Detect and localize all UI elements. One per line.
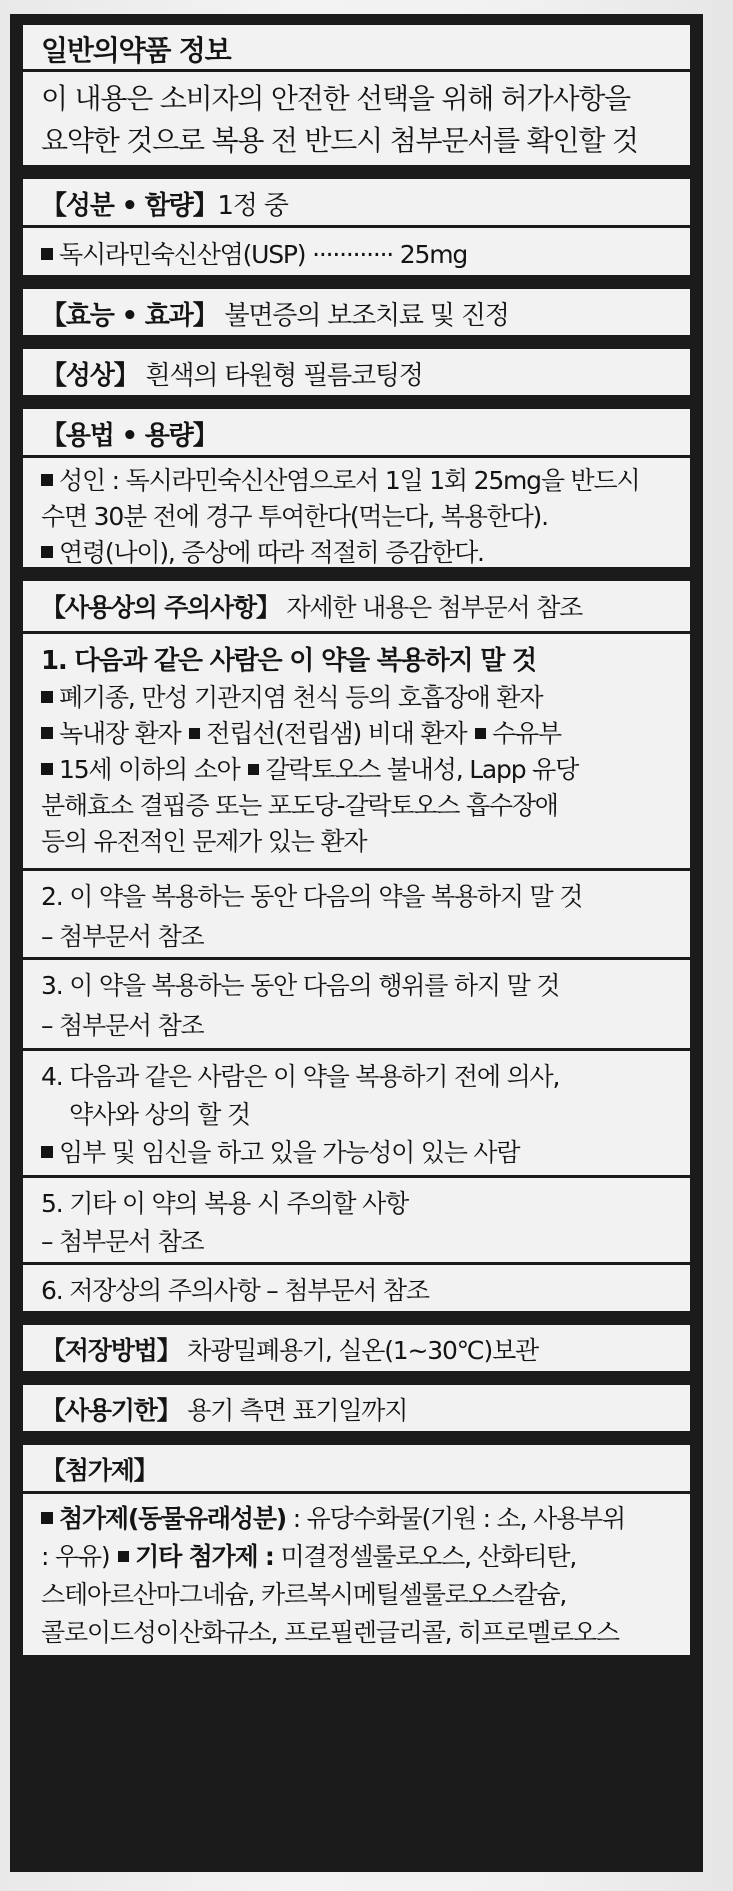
ingredients-header-suffix: 1정 중 [217, 191, 288, 221]
additives-box [18, 1442, 695, 1658]
appearance-row [41, 355, 682, 392]
divider [23, 225, 690, 228]
storage-text: 차광밀폐용기, 실온(1~30℃)보관 [180, 1336, 538, 1365]
bullet-icon [41, 546, 53, 558]
precaution-section-2 [18, 868, 695, 960]
ingredients-header-row [41, 185, 682, 222]
bullet-icon [41, 691, 53, 703]
info-desc-line1: 이 내용은 소비자의 안전한 선택을 위해 허가사항을 [41, 82, 631, 115]
section-1-title: 1. 다음과 같은 사람은 이 약을 복용하지 말 것 [41, 646, 536, 676]
precaution-section-5 [18, 1175, 695, 1265]
dosage-line1 [41, 461, 682, 497]
expiry-header: 【사용기한】 [41, 1396, 181, 1425]
additives-line2c: 미결정셀룰로오스, 산화티탄, [273, 1542, 577, 1571]
section-6-title: 6. 저장상의 주의사항 – 첨부문서 참조 [41, 1276, 429, 1305]
expiry-text: 용기 측면 표기일까지 [180, 1396, 408, 1425]
dosage-line2: 수면 30분 전에 경구 투여한다(먹는다, 복용한다). [41, 502, 548, 531]
additives-line2b: 기타 첨가제 : [135, 1542, 274, 1571]
precaution-section-1 [18, 631, 695, 871]
dosage-header-row [41, 415, 682, 452]
info-title: 일반의약품 정보 [41, 34, 231, 67]
divider [23, 455, 690, 458]
bullet-icon [41, 727, 53, 739]
ingredients-box [18, 176, 695, 278]
section-2-sub: – 첨부문서 참조 [41, 922, 204, 951]
section-4-title1: 4. 다음과 같은 사람은 이 약을 복용하기 전에 의사, [41, 1062, 560, 1091]
additives-header: 【첨가제】 [41, 1456, 158, 1485]
bullet-icon [41, 248, 53, 260]
dosage-line3-text: 연령(나이), 증상에 따라 적절히 증감한다. [59, 538, 484, 567]
section-1-line3a: 15세 이하의 소아 [59, 755, 240, 784]
appearance-text: 흰색의 타원형 필름코팅정 [138, 361, 423, 391]
bullet-icon [41, 763, 53, 775]
section-5-sub: – 첨부문서 참조 [41, 1227, 204, 1256]
expiry-box [18, 1382, 695, 1434]
section-4-item [41, 1133, 682, 1169]
section-1-line3b: 갈락토오스 불내성, Lapp 유당 [265, 755, 579, 784]
bullet-icon [118, 1551, 129, 1562]
section-1-line5: 등의 유전적인 문제가 있는 환자 [41, 827, 367, 856]
efficacy-row [41, 295, 682, 332]
bullet-icon [475, 728, 486, 739]
section-3-title: 3. 이 약을 복용하는 동안 다음의 행위를 하지 말 것 [41, 971, 560, 1000]
additives-line2a: : 우유) [41, 1542, 117, 1571]
expiry-row [41, 1391, 682, 1427]
section-1-line4: 분해효소 결핍증 또는 포도당-갈락토오스 흡수장애 [41, 791, 558, 820]
additives-line3: 스테아르산마그네슘, 카르복시메틸셀룰로오스칼슘, [41, 1580, 567, 1609]
dosage-header: 【용법 • 용량】 [41, 421, 218, 451]
additives-line4: 콜로이드성이산화규소, 프로필렌글리콜, 히프로멜로오스 [41, 1618, 619, 1647]
dosage-line3 [41, 533, 682, 569]
section-1-line2a: 녹내장 환자 [59, 719, 181, 748]
additives-line1b: : 유당수화물(기원 : 소, 사용부위 [286, 1504, 625, 1533]
efficacy-header: 【효능 • 효과】 [41, 301, 218, 331]
section-4-title2: 약사와 상의 할 것 [69, 1100, 250, 1129]
section-2-title: 2. 이 약을 복용하는 동안 다음의 약을 복용하지 말 것 [41, 882, 583, 911]
section-1-line2b: 전립선(전립샘) 비대 환자 [206, 719, 467, 748]
precautions-header: 【사용상의 주의사항】 [41, 593, 280, 622]
bullet-icon [41, 1146, 53, 1158]
precautions-header-row [41, 588, 682, 624]
section-1-line2c: 수유부 [492, 719, 561, 748]
drug-info-panel [10, 14, 703, 1872]
ingredient-item [41, 235, 682, 271]
additives-line2 [41, 1537, 682, 1573]
precaution-section-3 [18, 957, 695, 1051]
section-1-line3 [41, 750, 682, 786]
section-3-sub: – 첨부문서 참조 [41, 1011, 204, 1040]
ingredients-header: 【성분 • 함량】 [41, 191, 218, 221]
section-1-line1-text: 폐기종, 만성 기관지염 천식 등의 호흡장애 환자 [59, 683, 543, 712]
storage-header: 【저장방법】 [41, 1336, 181, 1365]
precaution-section-6 [18, 1262, 695, 1314]
divider [23, 1491, 690, 1494]
bullet-icon [41, 474, 53, 486]
additives-header-row [41, 1451, 682, 1487]
ingredient-text: 독시라민숙신산염(USP) ············ 25mg [59, 240, 468, 269]
section-1-line2 [41, 714, 682, 750]
efficacy-text: 불면증의 보조치료 및 진정 [217, 301, 509, 331]
info-desc-line2: 요약한 것으로 복용 전 반드시 첨부문서를 확인할 것 [41, 124, 638, 157]
appearance-header: 【성상】 [41, 361, 139, 391]
dosage-line1-text: 성인 : 독시라민숙신산염으로서 1일 1회 25mg을 반드시 [59, 466, 640, 495]
additives-line1a: 첨가제(동물유래성분) [59, 1504, 287, 1533]
divider [23, 69, 690, 72]
bullet-icon [189, 728, 200, 739]
dosage-box [18, 406, 695, 570]
section-1-line1 [41, 678, 682, 714]
appearance-box [18, 346, 695, 398]
bullet-icon [248, 764, 259, 775]
precautions-header-box [18, 578, 695, 634]
bullet-icon [41, 1512, 53, 1524]
efficacy-box [18, 286, 695, 338]
precautions-header-suffix: 자세한 내용은 첨부문서 참조 [279, 593, 583, 622]
section-4-item-text: 임부 및 임신을 하고 있을 가능성이 있는 사람 [59, 1138, 520, 1167]
info-box [18, 22, 695, 168]
section-5-title: 5. 기타 이 약의 복용 시 주의할 사항 [41, 1189, 409, 1218]
storage-row [41, 1331, 682, 1367]
storage-box [18, 1322, 695, 1374]
additives-line1 [41, 1499, 682, 1535]
precaution-section-4 [18, 1048, 695, 1178]
